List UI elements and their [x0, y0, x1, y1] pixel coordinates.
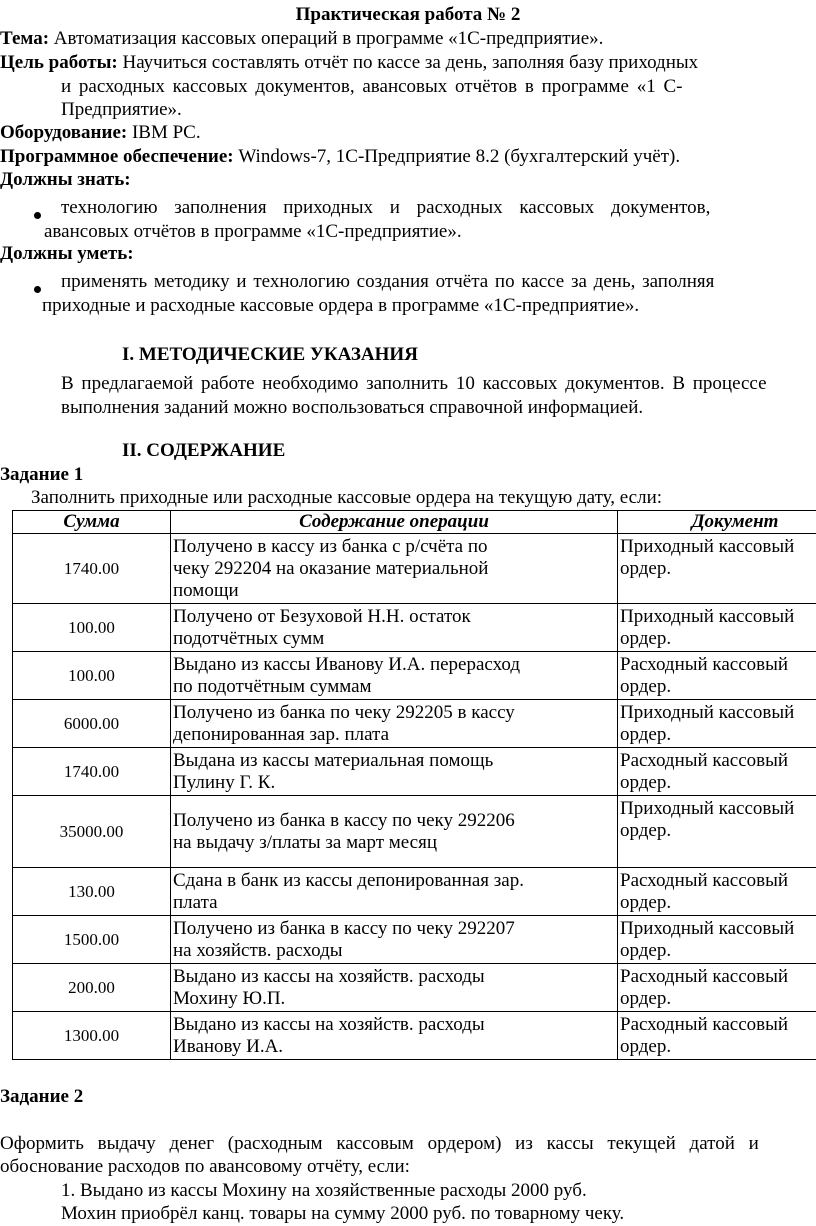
goal-label: Цель работы:	[0, 52, 118, 73]
row-sum: 35000.00	[13, 796, 171, 868]
row-document-line: Расходный кассовый	[620, 750, 816, 772]
document-title: Практическая работа № 2	[0, 4, 816, 26]
row-document-line: Приходный кассовый	[620, 606, 816, 628]
row-sum: 6000.00	[13, 700, 171, 748]
row-document	[618, 534, 816, 604]
equipment-label: Оборудование:	[0, 122, 127, 143]
table-row	[13, 1012, 816, 1060]
row-document	[618, 796, 816, 868]
row-description-line: помощи	[173, 580, 615, 602]
row-sum: 100.00	[13, 604, 171, 652]
table-row	[13, 748, 816, 796]
row-document-line: Приходный кассовый	[620, 798, 816, 820]
goal-line	[0, 51, 698, 75]
row-description	[171, 868, 618, 916]
row-description-line: Получено из банка по чеку 292205 в кассу	[173, 702, 615, 724]
row-description-line: плата	[173, 892, 615, 914]
must-do-text-1: применять методику и технологию создания отчёта по кассе за день, заполняя	[61, 270, 714, 294]
row-description-line: Пулину Г. К.	[173, 772, 615, 794]
row-description-line: Выдано из кассы Иванову И.А. перерасход	[173, 654, 615, 676]
row-sum: 100.00	[13, 652, 171, 700]
row-description	[171, 534, 618, 604]
bullet-icon	[34, 203, 41, 225]
table-row	[13, 796, 816, 868]
bullet-icon	[34, 277, 41, 299]
task2-item-1-note: Мохин приобрёл канц. товары на сумму 2000 руб. по товарному чеку.	[61, 1202, 624, 1226]
row-description-line: Сдана в банк из кассы депонированная зар.	[173, 870, 615, 892]
row-description-line: Выдано из кассы на хозяйств. расходы	[173, 966, 615, 988]
topic-label: Тема:	[0, 28, 49, 49]
task2-text-2: обоснование расходов по авансовому отчёту, если:	[0, 1155, 410, 1179]
row-description-line: Получено в кассу из банка с р/счёта по	[173, 536, 615, 558]
task2-item-1: 1. Выдано из кассы Мохину на хозяйственные расходы 2000 руб.	[61, 1179, 587, 1203]
row-description	[171, 652, 618, 700]
row-document-line: ордер.	[620, 940, 816, 962]
section1-heading: I. МЕТОДИЧЕСКИЕ УКАЗАНИЯ	[122, 343, 418, 367]
software-line	[0, 145, 680, 169]
software-label: Программное обеспечение:	[0, 146, 234, 167]
row-description-line: Иванову И.А.	[173, 1036, 615, 1058]
row-document-line: Расходный кассовый	[620, 966, 816, 988]
row-document	[618, 700, 816, 748]
row-document-line: ордер.	[620, 820, 816, 842]
table-header-row	[13, 511, 816, 534]
row-description-line: Получено из банка в кассу по чеку 292207	[173, 918, 615, 940]
goal-text-1: Научиться составлять отчёт по кассе за день, заполняя базу приходных	[118, 52, 698, 73]
row-sum: 1740.00	[13, 748, 171, 796]
row-description	[171, 700, 618, 748]
row-document	[618, 652, 816, 700]
topic-text: Автоматизация кассовых операций в программе «1С-предприятие».	[49, 28, 603, 49]
row-document	[618, 964, 816, 1012]
row-sum: 1500.00	[13, 916, 171, 964]
row-document-line: Расходный кассовый	[620, 654, 816, 676]
row-document	[618, 868, 816, 916]
header-document: Документ	[618, 511, 816, 534]
row-description-line: Выдана из кассы материальная помощь	[173, 750, 615, 772]
must-know-label: Должны знать:	[0, 168, 131, 192]
row-sum: 1300.00	[13, 1012, 171, 1060]
row-document-line: ордер.	[620, 558, 816, 580]
row-document-line: ордер.	[620, 628, 816, 650]
row-document-line: Приходный кассовый	[620, 702, 816, 724]
section1-text-2: выполнения заданий можно воспользоваться справочной информацией.	[61, 396, 643, 420]
row-description-line: на хозяйств. расходы	[173, 940, 615, 962]
row-document	[618, 1012, 816, 1060]
table-row	[13, 916, 816, 964]
row-document-line: ордер.	[620, 724, 816, 746]
row-document	[618, 604, 816, 652]
row-description-line: депонированная зар. плата	[173, 724, 615, 746]
software-text: Windows-7, 1С-Предприятие 8.2 (бухгалтерский учёт).	[234, 146, 680, 167]
section1-text-1: В предлагаемой работе необходимо заполнить 10 кассовых документов. В процессе	[61, 372, 767, 396]
row-description-line: Получено из банка в кассу по чеку 292206	[173, 810, 615, 832]
header-description: Содержание операции	[171, 511, 618, 534]
row-description-line: на выдачу з/платы за март месяц	[173, 832, 615, 854]
equipment-line	[0, 121, 201, 145]
must-do-label: Должны уметь:	[0, 242, 134, 266]
row-document-line: ордер.	[620, 676, 816, 698]
topic-line	[0, 27, 603, 51]
must-know-text-2: авансовых отчётов в программе «1С-предприятие».	[44, 220, 462, 244]
row-document-line: Расходный кассовый	[620, 1014, 816, 1036]
header-sum: Сумма	[13, 511, 171, 534]
row-description-line: Выдано из кассы на хозяйств. расходы	[173, 1014, 615, 1036]
row-document-line: Расходный кассовый	[620, 870, 816, 892]
table-row	[13, 534, 816, 604]
row-description	[171, 604, 618, 652]
operations-table	[12, 510, 816, 1060]
row-document-line: Приходный кассовый	[620, 536, 816, 558]
row-document	[618, 916, 816, 964]
row-description-line: подотчётных сумм	[173, 628, 615, 650]
row-document	[618, 748, 816, 796]
row-sum: 130.00	[13, 868, 171, 916]
row-document-line: ордер.	[620, 1036, 816, 1058]
row-description	[171, 748, 618, 796]
goal-text-2: и расходных кассовых документов, авансовых отчётов в программе «1 С-	[61, 75, 682, 99]
equipment-text: IBM PC.	[127, 122, 200, 143]
row-description-line: Получено от Безуховой Н.Н. остаток	[173, 606, 615, 628]
row-document-line: ордер.	[620, 772, 816, 794]
table-row	[13, 700, 816, 748]
section2-heading: II. СОДЕРЖАНИЕ	[122, 439, 285, 463]
row-document-line: Приходный кассовый	[620, 918, 816, 940]
row-description-line: по подотчётным суммам	[173, 676, 615, 698]
row-description-line: чеку 292204 на оказание материальной	[173, 558, 615, 580]
table-row	[13, 604, 816, 652]
table-row	[13, 868, 816, 916]
task1-intro: Заполнить приходные или расходные кассовые ордера на текущую дату, если:	[31, 486, 662, 510]
must-know-text-1: технологию заполнения приходных и расходных кассовых документов,	[61, 196, 710, 220]
table-row	[13, 964, 816, 1012]
row-sum: 200.00	[13, 964, 171, 1012]
must-do-text-2: приходные и расходные кассовые ордера в программе «1С-предприятие».	[42, 294, 639, 318]
row-sum: 1740.00	[13, 534, 171, 604]
table-row	[13, 652, 816, 700]
row-description	[171, 916, 618, 964]
row-document-line: ордер.	[620, 892, 816, 914]
task1-label: Задание 1	[0, 463, 83, 487]
row-document-line: ордер.	[620, 988, 816, 1010]
goal-text-3: Предприятие».	[61, 98, 182, 122]
task2-text-1: Оформить выдачу денег (расходным кассовым ордером) из кассы текущей датой и	[0, 1132, 759, 1156]
row-description	[171, 964, 618, 1012]
row-description-line: Мохину Ю.П.	[173, 988, 615, 1010]
task2-label: Задание 2	[0, 1085, 83, 1109]
row-description	[171, 796, 618, 868]
row-description	[171, 1012, 618, 1060]
